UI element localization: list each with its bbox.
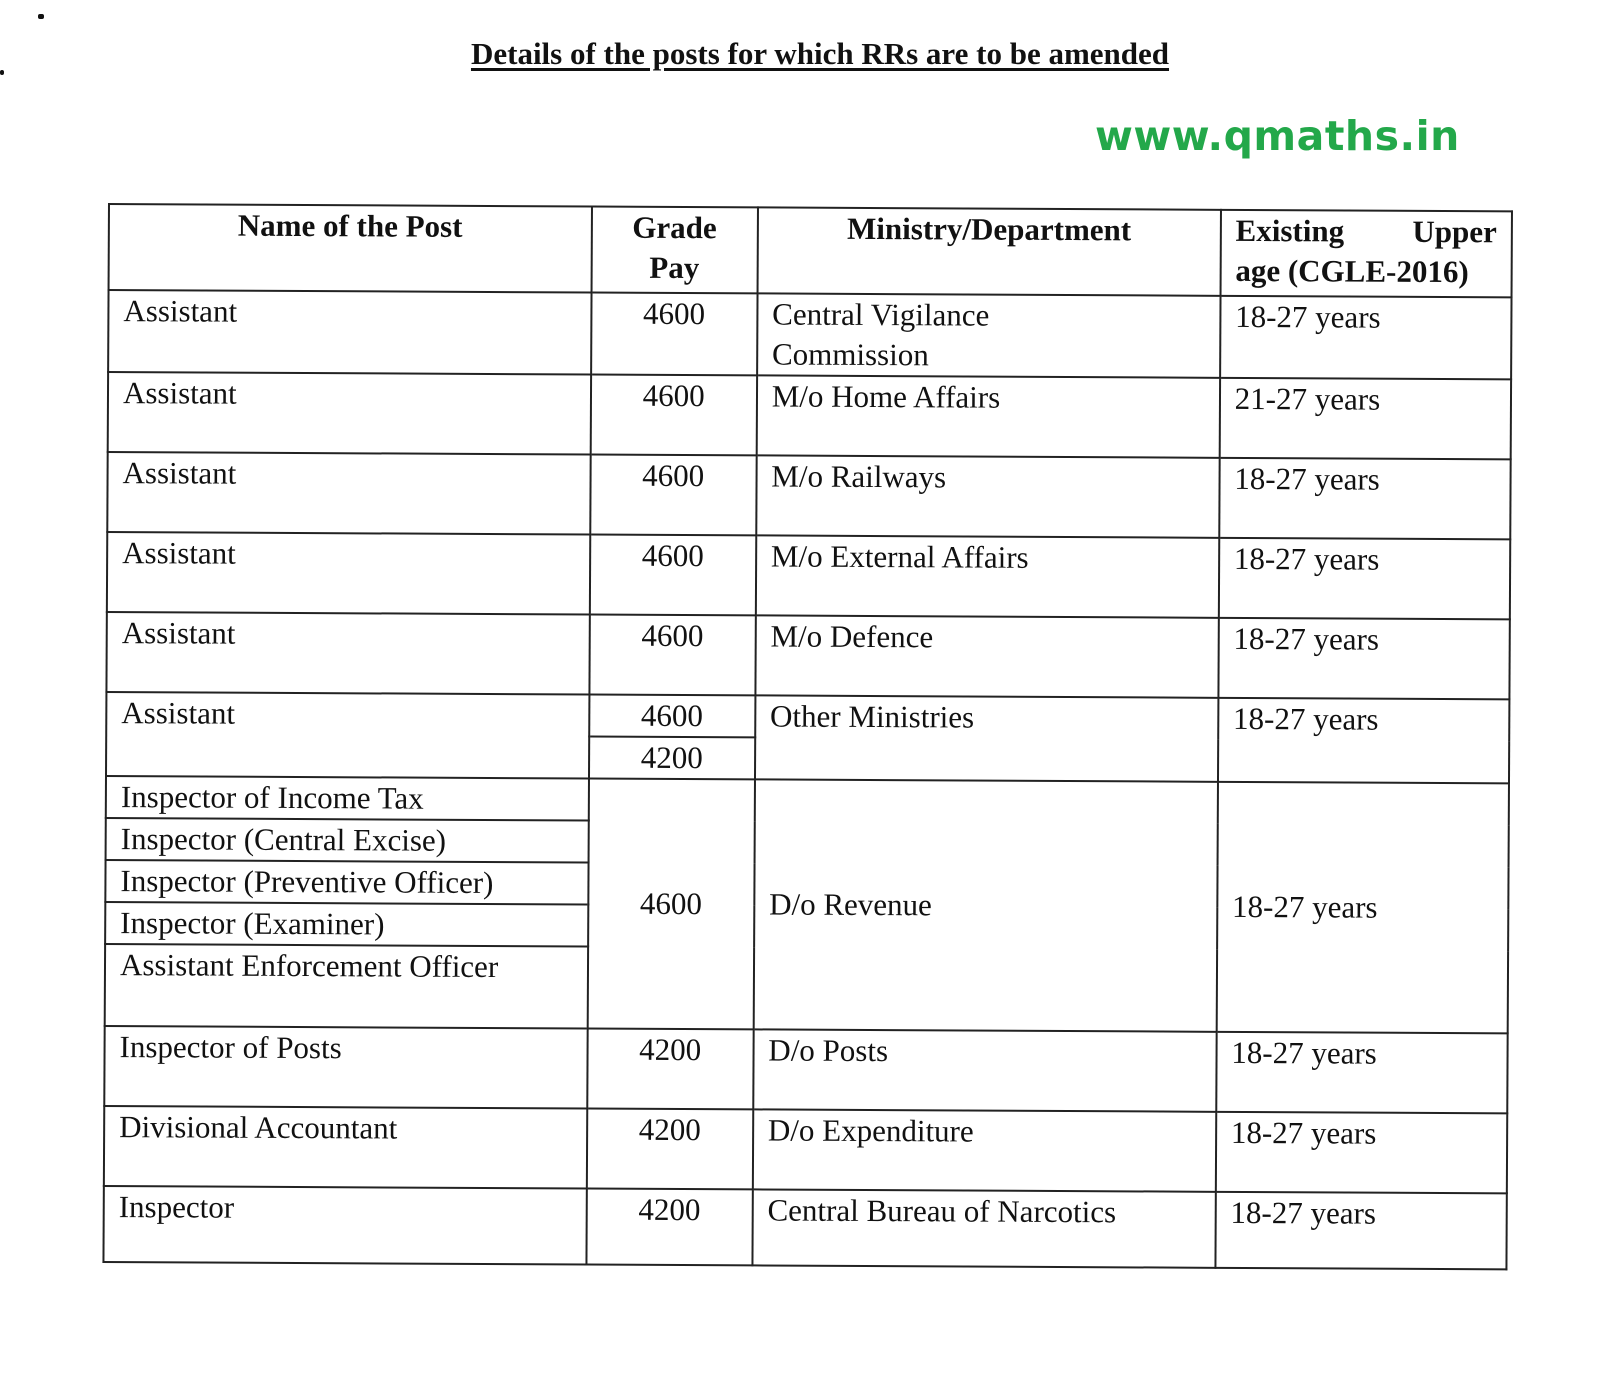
cell-ministry: D/o Revenue bbox=[753, 779, 1217, 1031]
cell-ministry: D/o Posts bbox=[753, 1029, 1216, 1111]
cell-grade-pay: 4600 bbox=[589, 535, 756, 616]
cell-grade-pay: 4200 bbox=[587, 1029, 754, 1110]
cell-post: Assistant bbox=[107, 452, 590, 535]
watermark-link[interactable]: www.qmaths.in bbox=[1095, 112, 1460, 160]
cell-grade-pay: 4200 bbox=[589, 737, 755, 780]
cell-grade-pay: 4600 bbox=[589, 695, 755, 738]
cell-grade-pay: 4600 bbox=[590, 455, 757, 536]
header-upper-age: Existing Upper age (CGLE-2016) bbox=[1220, 210, 1512, 298]
table-row bbox=[106, 612, 1509, 699]
cell-ministry: Central Bureau of Narcotics bbox=[752, 1189, 1215, 1267]
cell-post: Inspector of Posts bbox=[104, 1026, 587, 1109]
cell-grade-pay: 4600 bbox=[591, 293, 758, 376]
cell-age: 18-27 years bbox=[1218, 618, 1510, 700]
cell-post: Inspector of Income Tax bbox=[106, 776, 589, 821]
cell-ministry: Central Vigilance Commission bbox=[757, 293, 1220, 377]
table-row bbox=[104, 1106, 1507, 1193]
cell-ministry: M/o Railways bbox=[756, 455, 1219, 537]
header-grade-pay: Grade Pay bbox=[591, 207, 758, 294]
cell-age: 18-27 years bbox=[1219, 458, 1511, 540]
cell-grade-pay: 4600 bbox=[589, 615, 756, 696]
cell-grade-pay: 4200 bbox=[586, 1109, 753, 1190]
scan-speck bbox=[38, 14, 44, 19]
table-row bbox=[107, 452, 1510, 539]
cell-age: 18-27 years bbox=[1220, 296, 1512, 380]
cell-grade-pay: 4600 bbox=[590, 375, 757, 456]
document-title: Details of the posts for which RRs are to be amended bbox=[470, 36, 1170, 71]
table-row bbox=[104, 1026, 1507, 1113]
posts-table bbox=[102, 203, 1513, 1270]
cell-ministry: M/o Defence bbox=[755, 615, 1218, 697]
cell-post: Assistant bbox=[107, 532, 590, 615]
cell-post: Inspector bbox=[103, 1186, 586, 1265]
cell-grade-pay: 4600 bbox=[587, 779, 755, 1030]
cell-post: Inspector (Preventive Officer) bbox=[105, 860, 588, 905]
header-ministry: Ministry/Department bbox=[757, 207, 1220, 295]
cell-ministry: Other Ministries bbox=[755, 695, 1218, 781]
cell-post: Assistant bbox=[106, 692, 589, 779]
cell-post: Assistant bbox=[106, 612, 589, 695]
table-row bbox=[106, 692, 1509, 741]
cell-age: 18-27 years bbox=[1215, 1192, 1507, 1270]
cell-post: Inspector (Central Excise) bbox=[106, 818, 589, 863]
cell-ministry: M/o External Affairs bbox=[756, 535, 1219, 617]
cell-post: Inspector (Examiner) bbox=[105, 902, 588, 947]
cell-age: 18-27 years bbox=[1216, 1112, 1508, 1194]
cell-post: Divisional Accountant bbox=[104, 1106, 587, 1189]
cell-grade-pay: 4200 bbox=[586, 1189, 753, 1266]
cell-ministry: D/o Expenditure bbox=[753, 1109, 1216, 1191]
cell-ministry: M/o Home Affairs bbox=[756, 375, 1219, 457]
table-row bbox=[108, 372, 1511, 459]
table-row bbox=[107, 532, 1510, 619]
header-post: Name of the Post bbox=[109, 204, 592, 293]
cell-age: 18-27 years bbox=[1219, 538, 1511, 620]
cell-age: 21-27 years bbox=[1219, 378, 1511, 460]
cell-post: Assistant bbox=[108, 372, 591, 455]
cell-post: Assistant bbox=[108, 290, 591, 375]
table-row bbox=[103, 1186, 1506, 1269]
table-row bbox=[106, 776, 1509, 825]
table-row bbox=[108, 290, 1511, 379]
cell-post: Assistant Enforcement Officer bbox=[105, 944, 588, 1029]
table-header-row bbox=[109, 204, 1512, 297]
cell-age: 18-27 years bbox=[1216, 782, 1509, 1034]
cell-age: 18-27 years bbox=[1216, 1032, 1508, 1114]
cell-age: 18-27 years bbox=[1218, 698, 1510, 784]
